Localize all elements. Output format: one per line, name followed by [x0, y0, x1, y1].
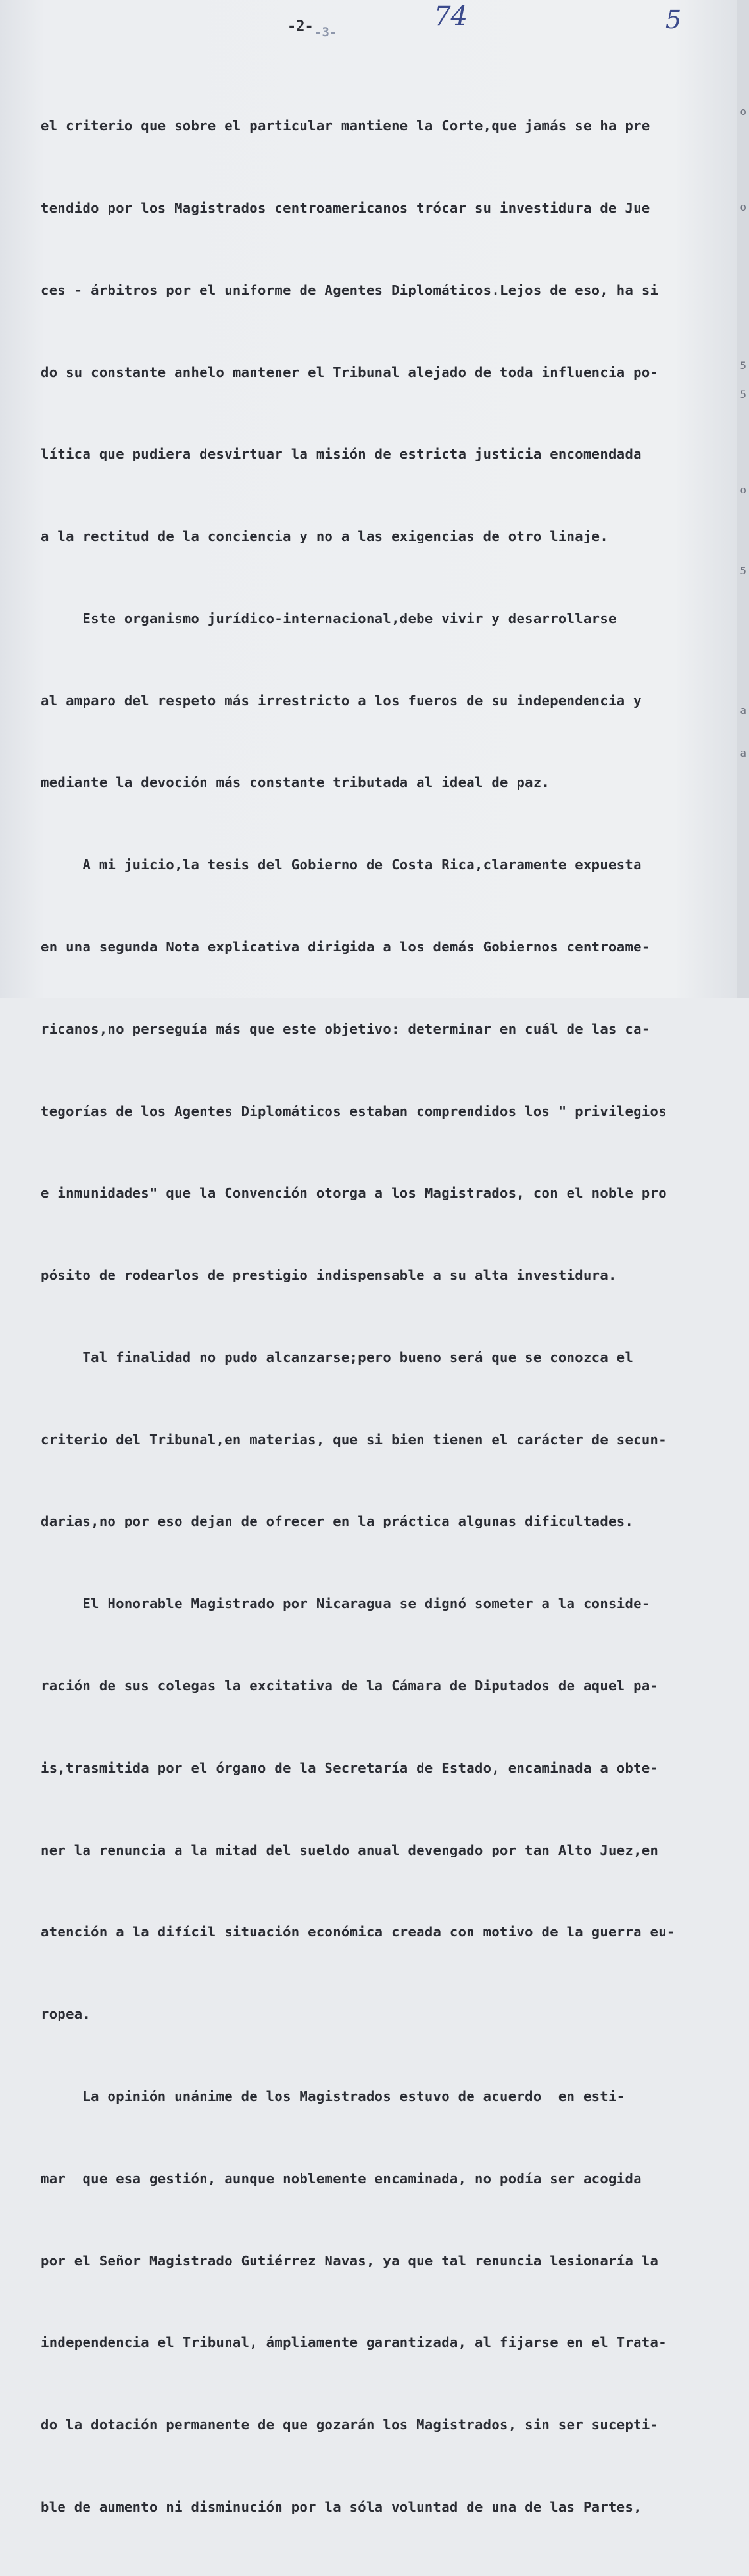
text-line: Tal finalidad no pudo alcanzarse;pero bueno será que se conozca el — [41, 1349, 634, 1365]
corner-folio-number: 5 — [665, 5, 682, 34]
text-line: mar que esa gestión, aunque noblemente encaminada, no podía ser acogida — [41, 2170, 642, 2186]
text-line: A mi juicio,la tesis del Gobierno de Costa Rica,claramente expuesta — [41, 857, 642, 873]
text-line: do su constante anhelo mantener el Tribunal alejado de toda influencia po- — [41, 364, 659, 380]
text-line: por el Señor Magistrado Gutiérrez Navas, ya que tal renuncia lesionaría la — [41, 2252, 659, 2269]
typewritten-body — [41, 58, 718, 2576]
text-line: a la rectitud de la conciencia y no a las exigencias de otro linaje. — [41, 528, 609, 545]
page-number-secondary: -3- — [314, 25, 337, 39]
text-line: el criterio que sobre el particular mantiene la Corte,que jamás se ha pre — [41, 118, 650, 134]
text-line: ricanos,no perseguía más que este objetivo: determinar en cuál de las ca- — [41, 1021, 650, 1037]
text-line: tegorías de los Agentes Diplomáticos estaban comprendidos los " privilegios — [41, 1103, 667, 1119]
margin-mark: 5 — [740, 388, 746, 401]
text-line: al amparo del respeto más irrestricto a los fueros de su independencia y — [41, 692, 642, 709]
text-line: ropea. — [41, 2006, 91, 2023]
text-line: criterio del Tribunal,en materias, que si bien tienen el carácter de secun- — [41, 1431, 667, 1448]
margin-mark: o — [740, 484, 746, 496]
margin-mark: o — [740, 201, 746, 213]
text-line: La opinión unánime de los Magistrados estuvo de acuerdo en esti- — [41, 2088, 625, 2104]
text-line: darias,no por eso dejan de ofrecer en la práctica algunas dificultades. — [41, 1513, 634, 1530]
page-number-primary: -2- — [287, 18, 314, 35]
margin-mark: 5 — [740, 359, 746, 372]
text-line: El Honorable Magistrado por Nicaragua se dignó someter a la conside- — [41, 1596, 650, 1612]
text-line: mediante la devoción más constante tributada al ideal de paz. — [41, 774, 550, 791]
margin-mark: o — [740, 105, 746, 118]
text-line: do la dotación permanente de que gozarán los Magistrados, sin ser sucepti- — [41, 2417, 659, 2433]
text-line: is,trasmitida por el órgano de la Secretaría de Estado, encaminada a obte- — [41, 1759, 659, 1776]
text-line: ces - árbitros por el uniforme de Agentes Diplomáticos.Lejos de eso, ha si — [41, 282, 659, 298]
text-line: atención a la difícil situación económica creada con motivo de la guerra eu- — [41, 1924, 675, 1940]
text-line: ración de sus colegas la excitativa de la Cámara de Diputados de aquel pa- — [41, 1678, 659, 1694]
page-edge-strip — [737, 0, 749, 998]
text-line: en una segunda Nota explicativa dirigida a los demás Gobiernos centroame- — [41, 939, 650, 955]
margin-mark: a — [740, 704, 746, 717]
text-line: tendido por los Magistrados centroamericanos trócar su investidura de Jue — [41, 199, 650, 216]
margin-mark: a — [740, 747, 746, 759]
margin-mark: 5 — [740, 565, 746, 577]
text-line: pósito de rodearlos de prestigio indispensable a su alta investidura. — [41, 1267, 617, 1284]
handwritten-folio-number: 74 — [434, 1, 468, 32]
text-line: Este organismo jurídico-internacional,debe vivir y desarrollarse — [41, 610, 617, 626]
text-line: ble de aumento ni disminución por la sóla voluntad de una de las Partes, — [41, 2498, 642, 2515]
text-line: independencia el Tribunal, ámpliamente garantizada, al fijarse en el Trata- — [41, 2335, 667, 2351]
text-line: ner la renuncia a la mitad del sueldo anual devengado por tan Alto Juez,en — [41, 1842, 659, 1858]
text-line: lítica que pudiera desvirtuar la misión de estricta justicia encomendada — [41, 446, 642, 463]
text-line: e inmunidades" que la Convención otorga a los Magistrados, con el noble pro — [41, 1185, 667, 1201]
